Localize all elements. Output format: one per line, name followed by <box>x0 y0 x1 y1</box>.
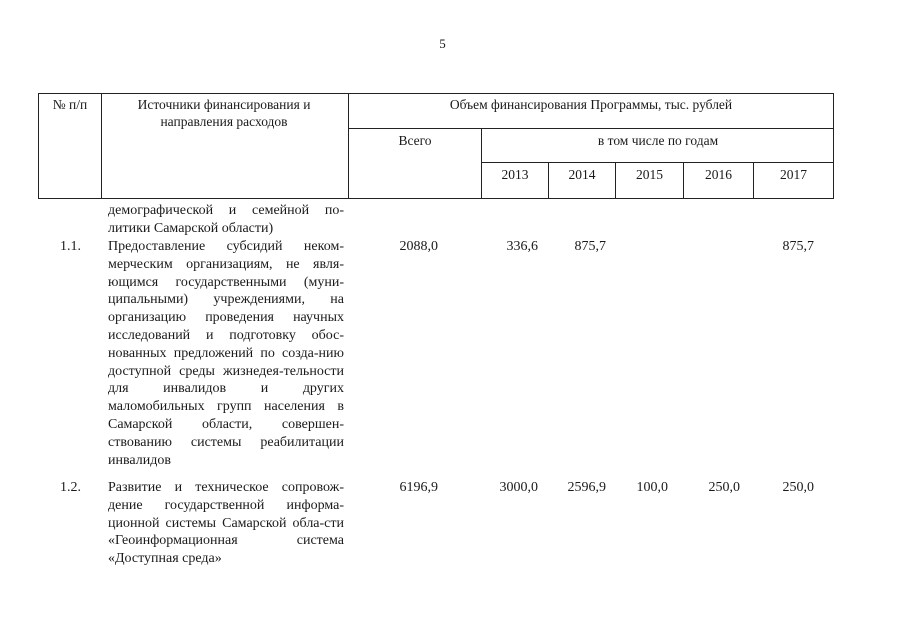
header-total: Всего <box>398 133 432 148</box>
row-2017: 875,7 <box>782 239 814 254</box>
years-divider <box>481 162 834 163</box>
row-number: 1.1. <box>60 239 81 254</box>
row-description: Предоставление субсидий неком-мерческим организациям, не явля-ющимся государственными (муни-ципальными) учреждениями, на организацию проведения научных исследований и подготовку обос-нованных предложений по созда-нию доступной среды жизнедея-тельности для инвалидов и других маломобильных групп населения в Самарской области, совершен-ствованию системы реабилитации инвалидов <box>108 239 344 468</box>
header-year-2014: 2014 <box>568 167 596 182</box>
continuation-text: демографической и семейной по-литики Самарской области) <box>108 203 344 236</box>
row-2016: 250,0 <box>708 480 740 495</box>
sources-col-divider <box>348 93 349 199</box>
row-total: 2088,0 <box>399 239 438 254</box>
volume-divider <box>348 128 834 129</box>
total-col-divider <box>481 128 482 199</box>
header-year-2015: 2015 <box>636 167 663 182</box>
header-bottom-border <box>38 198 834 199</box>
header-left-border <box>38 93 39 199</box>
page-number: 5 <box>439 36 446 51</box>
row-2014: 2596,9 <box>567 480 606 495</box>
row-2013: 336,6 <box>506 239 538 254</box>
row-2013: 3000,0 <box>499 480 538 495</box>
row-number: 1.2. <box>60 480 81 495</box>
header-by-years: в том числе по годам <box>597 133 719 148</box>
header-sources: Источники финансирования и направления расходов <box>137 97 311 129</box>
row-description: Развитие и техническое сопровож-дение государственной информа-ционной системы Самарской обла-сти «Геоинформационная система «Доступная среда» <box>108 480 344 567</box>
row-2015: 100,0 <box>636 480 668 495</box>
header-num: № п/п <box>52 97 88 112</box>
header-year-2017: 2017 <box>780 167 807 182</box>
num-col-divider <box>101 93 102 199</box>
header-volume: Объем финансирования Программы, тыс. рублей <box>449 97 733 112</box>
header-right-border <box>833 93 834 199</box>
row-2014: 875,7 <box>574 239 606 254</box>
row-total: 6196,9 <box>399 480 438 495</box>
row-2017: 250,0 <box>782 480 814 495</box>
header-year-2013: 2013 <box>501 167 529 182</box>
header-top-border <box>38 93 834 94</box>
header-year-2016: 2016 <box>705 167 732 182</box>
